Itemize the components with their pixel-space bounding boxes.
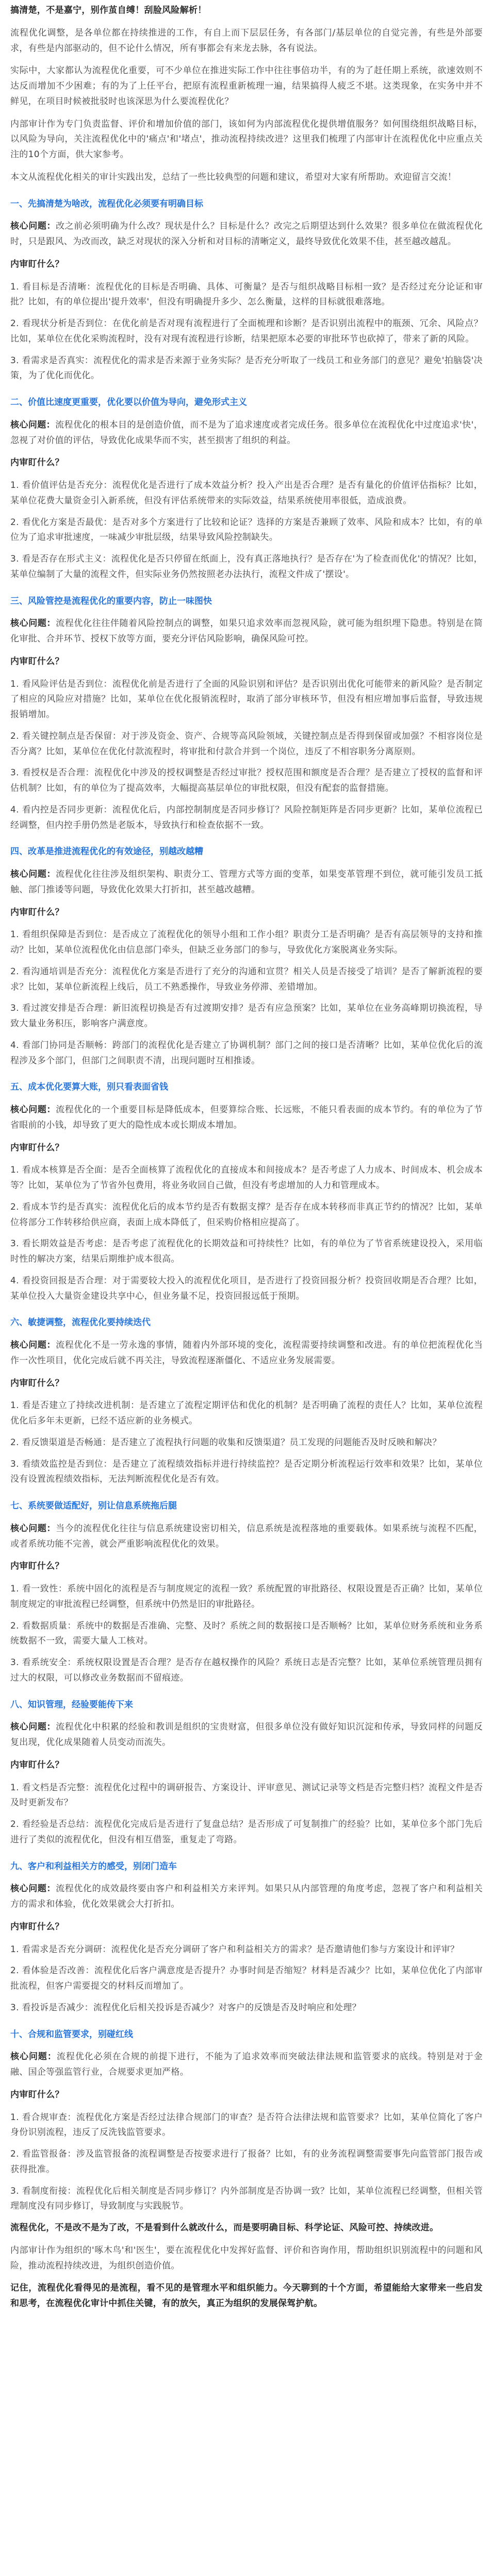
audit-focus-item: 2. 看沟通培训是否充分：流程优化方案是否进行了充分的沟通和宣贯？相关人员是否接受了培训？是否了解新流程的要求？比如，某单位新流程上线后，员工不熟悉操作，导致业务停滞、差错增加。 xyxy=(10,966,483,992)
section-title: 三、风险管控是流程优化的重要内容，防止一味图快 xyxy=(10,596,212,606)
audit-focus-item: 2. 看优化方案是否最优：是否对多个方案进行了比较和论证？选择的方案是否兼顾了效率、风险和成本？比如，有的单位为了追求审批速度，一味减少审批层级，结果导致风险控制缺失。 xyxy=(10,517,483,543)
audit-focus-label: 内审盯什么？ xyxy=(10,656,64,667)
section-title: 七、系统要做适配好，别让信息系统拖后腿 xyxy=(10,1501,177,1511)
audit-focus-item: 4. 看投资回报是否合理：对于需要较大投入的流程优化项目，是否进行了投资回报分析？投资回收期是否合理？比如，某单位投入大量资金建设共享中心，但业务量不足，投资回报远低于预期。 xyxy=(10,1275,483,1301)
audit-focus-item: 3. 看是否存在形式主义：流程优化是否只停留在纸面上，没有真正落地执行？是否存在'为了检查而优化'的情况？比如，某单位编制了大量的流程文件，但实际业务仍然按照老办法执行，流程文件成了'摆设'。 xyxy=(10,554,483,580)
audit-focus-item: 1. 看风险评估是否到位：流程优化前是否进行了全面的风险识别和评估？是否识别出优化可能带来的新风险？是否制定了相应的风险应对措施？比如，某单位在优化报销流程时，取消了部分审核环节，但没有相应增加事后监督，导致违规报销增加。 xyxy=(10,679,483,720)
core-issue-label: 核心问题： xyxy=(10,2052,57,2062)
audit-focus-label: 内审盯什么？ xyxy=(10,1561,64,1572)
core-issue-text: 流程优化的一个重要目标是降低成本，但要算综合账、长远账，不能只看表面的成本节约。有的单位为了节省眼前的小钱，却导致了更大的隐性成本或长期成本增加。 xyxy=(10,1105,483,1130)
core-issue xyxy=(10,418,483,449)
audit-focus-item: 3. 看绩效监控是否到位：是否建立了流程绩效指标并进行持续监控？是否定期分析流程运行效率和效果？比如，某单位没有设置流程绩效指标，无法判断流程优化是否有效。 xyxy=(10,1459,483,1485)
audit-focus-label: 内审盯什么？ xyxy=(10,1378,64,1388)
audit-focus-label: 内审盯什么？ xyxy=(10,457,64,468)
section-title: 十、合规和监管要求，别碰红线 xyxy=(10,2029,133,2040)
intro-paragraph: 本文从流程优化相关的审计实践出发，总结了一些比较典型的问题和建议，希望对大家有所帮助。欢迎留言交流！ xyxy=(10,172,456,182)
audit-focus-item: 4. 看部门协同是否顺畅：跨部门的流程优化是否建立了协调机制？部门之间的接口是否清晰？比如，某单位优化后的流程涉及多个部门，但部门之间职责不清，出现问题时互相推诿。 xyxy=(10,1040,483,1066)
closing-block xyxy=(10,2221,483,2274)
audit-focus-item: 1. 看是否建立了持续改进机制：是否建立了流程定期评估和优化的机制？是否明确了流程的责任人？比如，某单位流程优化后多年未更新，已经不适应新的业务模式。 xyxy=(10,1400,483,1426)
audit-focus-item: 2. 看现状分析是否到位：在优化前是否对现有流程进行了全面梳理和诊断？是否识别出流程中的瓶颈、冗余、风险点？比如，某单位在优化采购流程时，没有对现有流程进行诊断，结果把原本必要的审批环节也砍掉了，带来了新的风险。 xyxy=(10,318,483,344)
section-title: 五、成本优化要算大账，别只看表面省钱 xyxy=(10,1082,168,1093)
core-issue-label: 核心问题： xyxy=(10,1105,56,1115)
core-issue-label: 核心问题： xyxy=(10,1722,56,1733)
core-issue-text: 改之前必须明确为什么改？现状是什么？目标是什么？改完之后期望达到什么效果？很多单位在做流程优化时，只是跟风、为改而改，缺乏对现状的深入分析和对目标的清晰定义，最终导致优化效果不佳，甚至越改越乱。 xyxy=(10,221,483,247)
section xyxy=(10,844,483,1069)
section xyxy=(10,1698,483,1848)
section-title: 六、敏捷调整，流程优化要持续迭代 xyxy=(10,1317,151,1328)
core-issue-label: 核心问题： xyxy=(10,1340,56,1350)
audit-focus-label: 内审盯什么？ xyxy=(10,259,64,269)
intro-paragraph: 内部审计作为专门负责监督、评价和增加价值的部门，该如何为内部流程优化提供增值服务？如何围绕组织战略目标，以风险为导向，关注流程优化中的'痛点'和'堵点'，推动流程持续改进？这里我们梳理了内部审计在流程优化中应重点关注的10个方面，供大家参考。 xyxy=(10,118,483,160)
audit-focus-item: 1. 看成本核算是否全面：是否全面核算了流程优化的直接成本和间接成本？是否考虑了人力成本、时间成本、机会成本等？比如，某单位为了节省外包费用，将业务收回自己做，但没有考虑增加的人力和管理成本。 xyxy=(10,1165,483,1191)
audit-focus-item: 2. 看监管报备：涉及监管报备的流程调整是否按要求进行了报备？比如，有的业务流程调整需要事先向监管部门报告或获得批准。 xyxy=(10,2149,483,2175)
section xyxy=(10,2027,483,2215)
core-issue-label: 核心问题： xyxy=(10,221,56,232)
core-issue xyxy=(10,1882,483,1912)
audit-focus-label: 内审盯什么？ xyxy=(10,1759,64,1770)
core-issue xyxy=(10,616,483,647)
core-issue xyxy=(10,1338,483,1369)
audit-focus-item: 4. 看内控是否同步更新：流程优化后，内部控制制度是否同步修订？风险控制矩阵是否同步更新？比如，某单位流程已经调整，但内控手册仍然是老版本，导致执行和检查依据不一致。 xyxy=(10,804,483,831)
audit-focus-item: 3. 看系统安全：系统权限设置是否合理？是否存在越权操作的风险？系统日志是否完整？比如，某单位系统管理员拥有过大的权限，可以修改业务数据而不留痕迹。 xyxy=(10,1657,483,1683)
core-issue-text: 流程优化的根本目的是创造价值，而不是为了追求速度或者完成任务。很多单位在流程优化中过度追求'快'，忽视了对价值的评估，导致优化成果华而不实，甚至损害了组织的利益。 xyxy=(10,419,483,446)
audit-focus-item: 2. 看成本节约是否真实：流程优化后的成本节约是否有数据支撑？是否存在成本转移而非真正节约的情况？比如，某单位将部分工作转移给供应商，表面上成本降低了，但采购价格相应提高了。 xyxy=(10,1201,483,1228)
closing-text: 内部审计作为组织的'啄木鸟'和'医生'，要在流程优化中发挥好监督、评价和咨询作用，帮助组织识别流程中的问题和风险，推动流程持续改进，为组织创造价值。 xyxy=(10,2245,483,2271)
intro-paragraph: 流程优化调整，是各单位都在持续推进的工作，有自上而下层层任务，有各部门/基层单位的自觉完善，有些是外部要求，有些是内部驱动的，但不论什么情况，所有事都会有来龙去脉，各有说法。 xyxy=(10,27,483,54)
core-issue xyxy=(10,2049,483,2080)
audit-focus-item: 1. 看一致性：系统中固化的流程是否与制度规定的流程一致？系统配置的审批路径、权限设置是否正确？比如，某单位制度规定的审批流程已经调整，但系统中仍然是旧的审批路径。 xyxy=(10,1584,483,1609)
core-issue-text: 流程优化的成效最终要由客户和利益相关方来评判。如果只从内部管理的角度考虑，忽视了客户和利益相关方的需求和体验，优化效果就会大打折扣。 xyxy=(10,1884,483,1909)
audit-focus-item: 3. 看授权是否合理：流程优化中涉及的授权调整是否经过审批？授权范围和额度是否合理？是否建立了授权的监督和评估机制？比如，有的单位为了提高效率，大幅提高基层单位的审批权限，但没有配套的监督措施。 xyxy=(10,768,483,793)
core-issue xyxy=(10,1103,483,1133)
audit-focus-item: 2. 看体验是否改善：流程优化后客户满意度是否提升？办事时间是否缩短？材料是否减少？比如，某单位优化了内部审批流程，但客户需要提交的材料反而增加了。 xyxy=(10,1965,483,1991)
core-issue xyxy=(10,1521,483,1552)
core-issue-label: 核心问题： xyxy=(10,1523,56,1534)
audit-focus-item: 3. 看长期效益是否考虑：是否考虑了流程优化的长期效益和可持续性？比如，有的单位为了节省系统建设投入，采用临时性的解决方案，结果后期维护成本很高。 xyxy=(10,1239,483,1264)
audit-focus-item: 3. 看投诉是否减少：流程优化后相关投诉是否减少？对客户的反馈是否及时响应和处理？ xyxy=(10,2002,361,2013)
audit-focus-item: 3. 看过渡安排是否合理：新旧流程切换是否有过渡期安排？是否有应急预案？比如，某单位在业务高峰期切换流程，导致大量业务积压，影响客户满意度。 xyxy=(10,1003,483,1029)
audit-focus-label: 内审盯什么？ xyxy=(10,1921,64,1932)
section-title: 八、知识管理，经验要能传下来 xyxy=(10,1699,133,1710)
section xyxy=(10,1315,483,1487)
section-title: 一、先搞清楚为啥改，流程优化必须要有明确目标 xyxy=(10,198,203,209)
audit-focus-item: 2. 看经验是否总结：流程优化完成后是否进行了复盘总结？是否形成了可复制推广的经验？比如，某单位多个部门先后进行了类似的流程优化，但没有相互借鉴，重复走了弯路。 xyxy=(10,1819,483,1845)
sections-container xyxy=(10,197,483,2215)
core-issue-text: 流程优化不是一劳永逸的事情，随着内外部环境的变化，流程需要持续调整和改进。有的单位把流程优化当作一次性项目，优化完成后就不再关注，导致流程逐渐僵化、不适应业务发展需要。 xyxy=(10,1340,483,1366)
core-issue-label: 核心问题： xyxy=(10,869,56,879)
audit-focus-item: 3. 看制度衔接：流程优化后相关制度是否同步修订？内外部制度是否协调一致？比如，某单位流程已经调整，但相关管理制度没有同步修订，导致制度与实践脱节。 xyxy=(10,2185,483,2212)
section xyxy=(10,1499,483,1686)
core-issue-text: 流程优化往往伴随着风险控制点的调整，如果只追求效率而忽视风险，就可能为组织埋下隐患。特别是在简化审批、合并环节、授权下放等方面，要充分评估风险影响，确保风险可控。 xyxy=(10,618,483,644)
core-issue-text: 流程优化中积累的经验和教训是组织的宝贵财富，但很多单位没有做好知识沉淀和传承，导致同样的问题反复出现，优化成果随着人员变动而流失。 xyxy=(10,1722,483,1748)
section xyxy=(10,594,483,834)
section xyxy=(10,1080,483,1304)
audit-focus-label: 内审盯什么？ xyxy=(10,907,64,918)
audit-focus-item: 1. 看组织保障是否到位：是否成立了流程优化的领导小组和工作小组？职责分工是否明确？是否有高层领导的支持和推动？比如，某单位流程优化由信息部门牵头，但缺乏业务部门的参与，导致优化方案脱离业务实际。 xyxy=(10,929,483,955)
audit-focus-item: 2. 看数据质量：系统中的数据是否准确、完整、及时？系统之间的数据接口是否顺畅？比如，某单位财务系统和业务系统数据不一致，需要大量人工核对。 xyxy=(10,1620,483,1647)
closing-lead: 流程优化，不是改不是为了改，不是看到什么就改什么，而是要明确目标、科学论证、风险可控、持续改进。 xyxy=(10,2223,439,2233)
audit-focus-item: 2. 看反馈渠道是否畅通：是否建立了流程执行问题的收集和反馈渠道？员工发现的问题能否及时反映和解决？ xyxy=(10,1437,441,1448)
core-issue-text: 流程优化往往涉及组织架构、职责分工、管理方式等方面的变革，如果变革管理不到位，就可能引发员工抵触、部门推诿等问题，导致优化效果大打折扣，甚至越改越糟。 xyxy=(10,869,483,895)
article-headline: 搞清楚，不是嘉宁，别作茧自缚！刮脸风险解析！ xyxy=(10,5,207,15)
audit-focus-item: 1. 看合规审查：流程优化方案是否经过法律合规部门的审查？是否符合法律法规和监管要求？比如，某单位简化了客户身份识别流程，违反了反洗钱监管要求。 xyxy=(10,2112,483,2138)
audit-focus-item: 1. 看文档是否完整：流程优化过程中的调研报告、方案设计、评审意见、测试记录等文档是否完整归档？流程文件是否及时更新发布？ xyxy=(10,1782,483,1808)
section-title: 二、价值比速度更重要，优化要以价值为导向，避免形式主义 xyxy=(10,397,247,408)
core-issue-label: 核心问题： xyxy=(10,618,56,629)
core-issue xyxy=(10,867,483,898)
intro-paragraph: 实际中，大家都认为流程优化重要，可不少单位在推进实际工作中往往事倍功半，有的为了赶任期上系统，欲速效则不达反而增加不少困难；有的为了上任平台，把原有流程重新梳理一遍，结果搞得人疲乏不堪。这类现象，在实务中并不鲜见，在项目时候被批驳时也该深思为什么要流程优化？ xyxy=(10,65,483,107)
audit-focus-item: 1. 看需求是否充分调研：流程优化是否充分调研了客户和利益相关方的需求？是否邀请他们参与方案设计和评审？ xyxy=(10,1944,459,1955)
section-title: 四、改革是推进流程优化的有效途径，别越改越糟 xyxy=(10,846,203,857)
ending-paragraph: 记住，流程优化看得见的是流程，看不见的是管理水平和组织能力。今天聊到的十个方面，希望能给大家带来一些启发和思考，在流程优化审计中抓住关键，有的放矢，真正为组织的发展保驾护航。 xyxy=(10,2283,483,2309)
section xyxy=(10,395,483,583)
audit-focus-label: 内审盯什么？ xyxy=(10,2089,64,2100)
intro-block xyxy=(10,26,483,185)
core-issue-label: 核心问题： xyxy=(10,419,56,430)
audit-focus-label: 内审盯什么？ xyxy=(10,1142,64,1153)
section xyxy=(10,1859,483,2016)
core-issue-text: 流程优化必须在合规的前提下进行，不能为了追求效率而突破法律法规和监管要求的底线。特别是对于金融、国企等强监管行业，合规要求更加严格。 xyxy=(10,2052,483,2077)
core-issue-label: 核心问题： xyxy=(10,1884,56,1894)
core-issue xyxy=(10,219,483,250)
section xyxy=(10,197,483,384)
core-issue-text: 当今的流程优化往往与信息系统建设密切相关，信息系统是流程落地的重要载体。如果系统与流程不匹配，或者系统功能不完善，就会严重影响流程优化的效果。 xyxy=(10,1523,483,1549)
audit-focus-item: 1. 看目标是否清晰：流程优化的目标是否明确、具体、可衡量？是否与组织战略目标相一致？是否经过充分论证和审批？比如，有的单位提出'提升效率'，但没有明确提升多少、怎么衡量，这样的目标就很难落地。 xyxy=(10,281,483,308)
audit-focus-item: 2. 看关键控制点是否保留：对于涉及资金、资产、合规等高风险领域，关键控制点是否得到保留或加强？不相容岗位是否分离？比如，某单位在优化付款流程时，将审批和付款合并到一个岗位，违反了不相容职务分离原则。 xyxy=(10,731,483,757)
audit-focus-item: 1. 看价值评估是否充分：流程优化是否进行了成本效益分析？投入产出是否合理？是否有量化的价值评估指标？比如，某单位花费大量资金引入新系统，但没有评估系统带来的实际效益，结果系统使用率很低，造成浪费。 xyxy=(10,480,483,506)
core-issue xyxy=(10,1720,483,1751)
audit-focus-item: 3. 看需求是否真实：流程优化的需求是否来源于业务实际？是否充分听取了一线员工和业务部门的意见？避免'拍脑袋'决策，为了优化而优化。 xyxy=(10,355,483,381)
section-title: 九、客户和利益相关方的感受，别闭门造车 xyxy=(10,1861,177,1872)
